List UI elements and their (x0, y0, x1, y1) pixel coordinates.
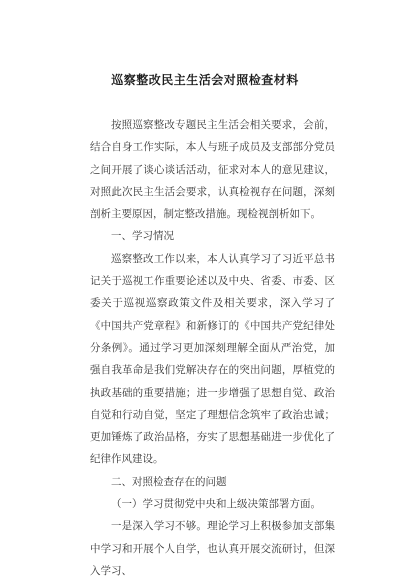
section-2-heading: 二、对照检查存在的问题 (111, 475, 227, 488)
section-2-paragraph: 一是深入学习不够。理论学习上积极参加支部集中学习和开展个人自学，也认真开展交流研讨，但深入学习、 (90, 520, 335, 577)
section-2-subheading-1: （一）学习贯彻党中央和上级决策部署方面。 (111, 498, 321, 511)
section-1-paragraph: 巡察整改工作以来，本人认真学习了习近平总书记关于巡视工作重要论述以及中央、省委、市委、区委关于巡视巡察政策文件及相关要求，深入学习了《中国共产党章程》和新修订的《中国共产党纪律处分条例》。通过学习更加深刻理解全面从严治党，加强自我革命是我们党解决存在的突出问题，厚植党的执政基础的重要措施；进一步增强了思想自觉、政治自觉和行动自觉，坚定了理想信念筑牢了政治忠诚；更加锤炼了政治品格，夯实了思想基础进一步优化了纪律作风建设。 (90, 252, 335, 466)
intro-paragraph: 按照巡察整改专题民主生活会相关要求，会前，结合自身工作实际，本人与班子成员及支部部分党员之间开展了谈心谈话活动，征求对本人的意见建议，对照此次民主生活会要求，认真检视存在问题，深刻剖析主要原因，制定整改措施。现检视剖析如下。 (90, 119, 335, 221)
section-1-heading: 一、学习情况 (111, 230, 174, 243)
document-title: 巡察整改民主生活会对照检查材料 (111, 73, 299, 87)
document-body (90, 114, 335, 582)
